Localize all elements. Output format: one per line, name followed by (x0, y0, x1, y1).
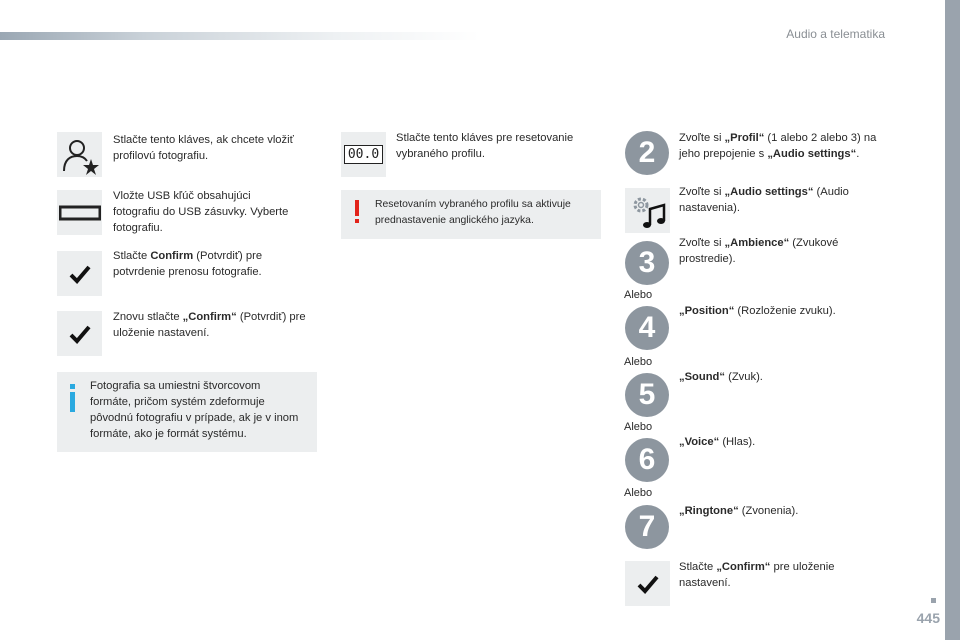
step7-text: „Ringtone“ (Zvonenia). (679, 505, 799, 517)
checkmark-icon (57, 311, 102, 356)
step-number-3: 3 (625, 241, 669, 285)
checkmark-icon (57, 251, 102, 296)
save-step-text: Znovu stlačte „Confirm“ (Potvrdiť) pre uloženie nastavení. (113, 311, 306, 339)
step2-text: Zvoľte si „Profil“ (1 alebo 2 alebo 3) na jeho prepojenie s „Audio settings“. (679, 132, 877, 160)
step6-text: „Voice“ (Hlas). (679, 436, 756, 448)
photo-step-text: Stlačte tento kláves, ak chcete vložiť profilovú fotografiu. (113, 134, 294, 162)
alebo-label: Alebo (624, 421, 653, 433)
reset-key-label: 00.0 (344, 145, 383, 164)
info-icon (70, 384, 75, 412)
checkmark-icon (625, 561, 670, 606)
info-note (57, 372, 317, 452)
step5-text: „Sound“ (Zvuk). (679, 371, 763, 383)
alebo-label: Alebo (624, 289, 653, 301)
alebo-label: Alebo (624, 356, 653, 368)
user-photo-icon (57, 132, 102, 177)
gear-music-icon (625, 188, 670, 233)
step-number-4: 4 (625, 306, 669, 350)
exclamation-icon (355, 200, 359, 223)
step3-text: Zvoľte si „Ambience“ (Zvukové prostredie). (679, 237, 839, 265)
alebo-label: Alebo (624, 487, 653, 499)
header-bar (0, 32, 480, 40)
step-number-6: 6 (625, 438, 669, 482)
section-title: Audio a telematika (786, 27, 885, 41)
step-number-2: 2 (625, 131, 669, 175)
confirm-step-text: Stlačte Confirm (Potvrdiť) pre potvrdenie prenosu fotografie. (113, 250, 263, 278)
page-edge-strip (945, 0, 960, 640)
page-number: 445 (916, 610, 940, 626)
reset-key-icon (341, 132, 386, 177)
audio-settings-text: Zvoľte si „Audio settings“ (Audio nastavenia). (679, 186, 849, 214)
warning-text: Resetovaním vybraného profilu sa aktivuje prednastavenie anglického jazyka. (375, 199, 571, 226)
usb-stick-icon (57, 190, 102, 235)
step-number-5: 5 (625, 373, 669, 417)
reset-step-text: Stlačte tento kláves pre resetovanie vybraného profilu. (396, 132, 574, 160)
page-marker (931, 598, 936, 603)
final-step-text: Stlačte „Confirm“ pre uloženie nastavení. (679, 561, 835, 589)
usb-step-text: Vložte USB kľúč obsahujúci fotografiu do USB zásuvky. Vyberte fotografiu. (113, 190, 289, 234)
info-text: Fotografia sa umiestni štvorcovom formáte, pričom systém zdeformuje pôvodnú fotografiu v prípade, ak je v inom formáte, ako je formát systému. (90, 380, 299, 440)
step4-text: „Position“ (Rozloženie zvuku). (679, 305, 836, 317)
warning-note (341, 190, 601, 239)
step-number-7: 7 (625, 505, 669, 549)
